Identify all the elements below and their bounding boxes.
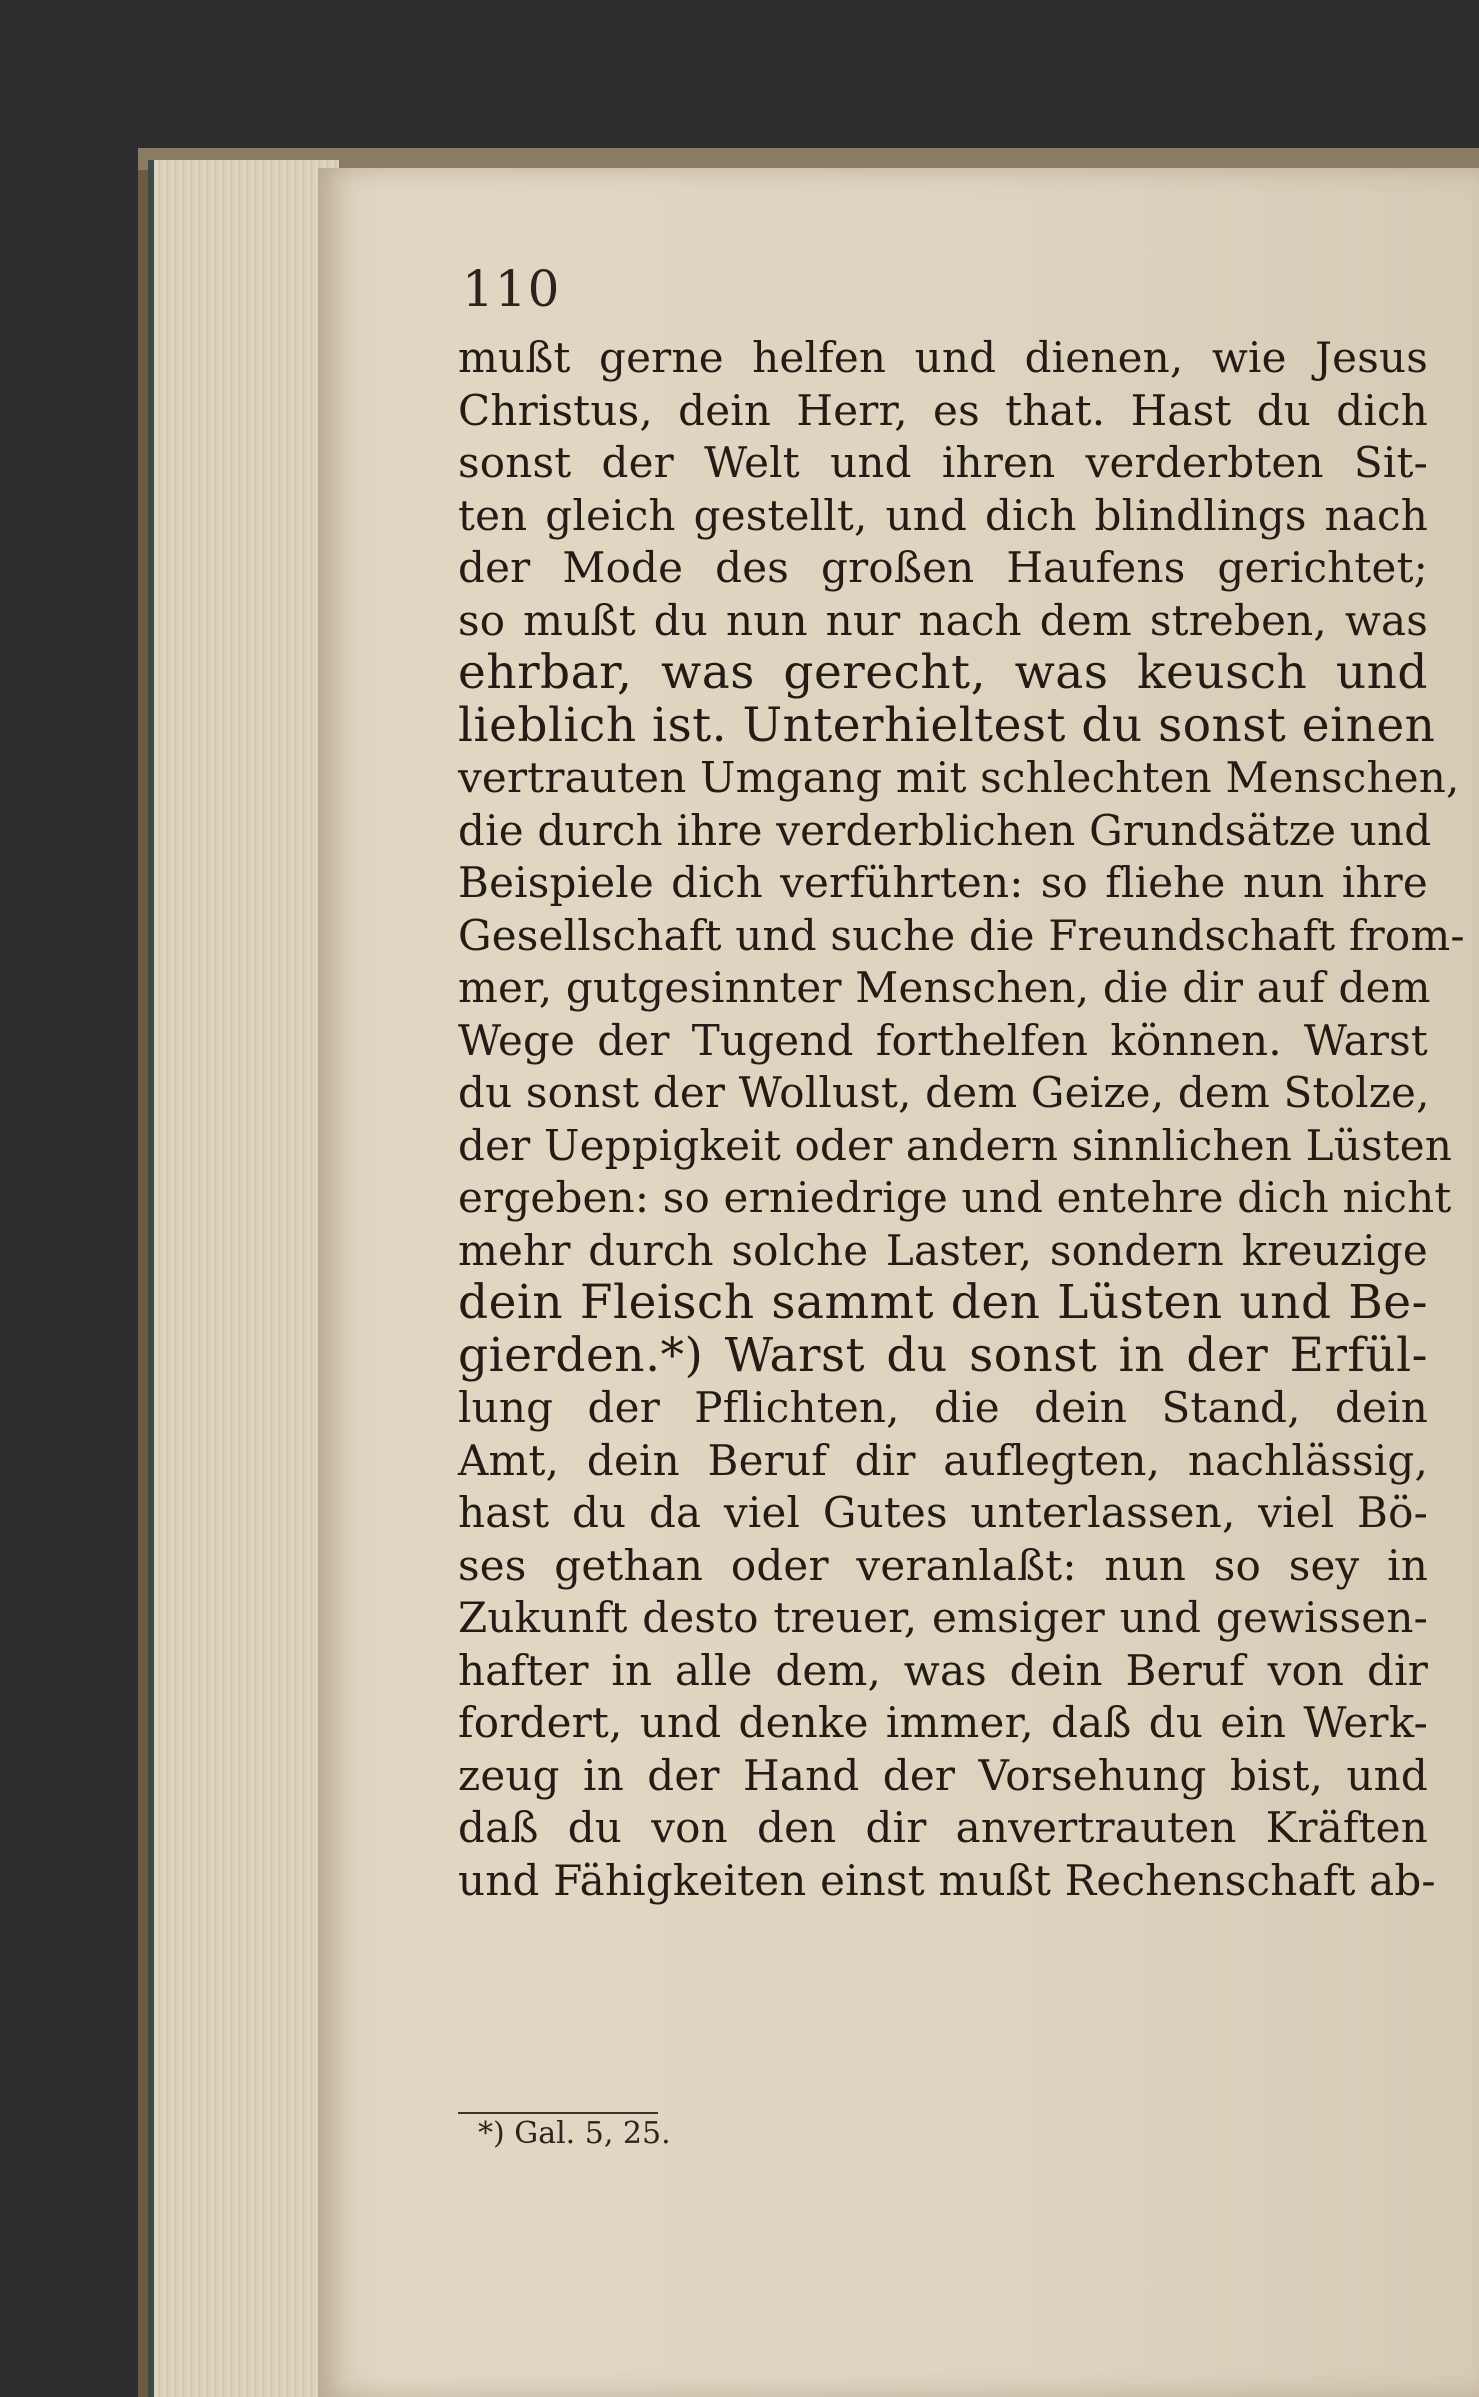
text-line: Wege der Tugend forthelfen können. Warst: [458, 1015, 1428, 1065]
text-line: so mußt du nun nur nach dem streben, was: [458, 595, 1428, 645]
text-line: mer, gutgesinnter Menschen, die dir auf dem: [458, 963, 1431, 1012]
text-line: daß du von den dir anvertrauten Kräften: [458, 1803, 1428, 1852]
text-line: dein Fleisch sammt den Lüsten und Be-: [458, 1275, 1428, 1330]
body-text: [458, 332, 1465, 1907]
text-line: der Ueppigkeit oder andern sinnlichen Lüsten: [458, 1120, 1453, 1170]
footnote: *) Gal. 5, 25.: [478, 2116, 671, 2151]
page-stack-edge: [148, 160, 339, 2397]
text-line: ehrbar, was gerecht, was keusch und: [458, 645, 1428, 700]
text-line: vertrauten Umgang mit schlechten Menschen,: [458, 753, 1460, 802]
footnote-divider: [458, 2112, 658, 2114]
text-line: und Fähigkeiten einst mußt Rechenschaft ab-: [458, 1855, 1436, 1905]
text-line: mehr durch solche Laster, sondern kreuzige: [458, 1225, 1428, 1275]
text-line: ses gethan oder veranlaßt: nun so sey in: [458, 1540, 1428, 1590]
text-line: Amt, dein Beruf dir auflegten, nachlässig,: [458, 1435, 1428, 1485]
text-line: lieblich ist. Unterhieltest du sonst einen: [458, 697, 1436, 753]
text-line: sonst der Welt und ihren verderbten Sit-: [458, 438, 1428, 487]
text-line: die durch ihre verderblichen Grundsätze und: [458, 805, 1432, 855]
book-top-edge: [138, 148, 1479, 170]
text-line: hafter in alle dem, was dein Beruf von dir: [458, 1645, 1428, 1695]
text-line: Gesellschaft und suche die Freundschaft from-: [458, 910, 1465, 960]
text-line: Zukunft desto treuer, emsiger und gewissen-: [458, 1593, 1428, 1642]
text-line: mußt gerne helfen und dienen, wie Jesus: [458, 333, 1428, 382]
text-line: fordert, und denke immer, daß du ein Werk-: [458, 1698, 1428, 1747]
text-line: lung der Pflichten, die dein Stand, dein: [458, 1383, 1428, 1432]
text-line: ten gleich gestellt, und dich blindlings nach: [458, 490, 1428, 540]
text-line: du sonst der Wollust, dem Geize, dem Stolze,: [458, 1068, 1430, 1117]
text-line: gierden.*) Warst du sonst in der Erfül-: [458, 1327, 1428, 1383]
text-line: der Mode des großen Haufens gerichtet;: [458, 543, 1428, 592]
text-line: Beispiele dich verführten: so fliehe nun ihre: [458, 858, 1428, 907]
text-line: Christus, dein Herr, es that. Hast du dich: [458, 385, 1428, 435]
page-number: 110: [462, 260, 561, 318]
text-line: hast du da viel Gutes unterlassen, viel Bö-: [458, 1488, 1428, 1537]
text-line: zeug in der Hand der Vorsehung bist, und: [458, 1750, 1428, 1800]
text-line: ergeben: so erniedrige und entehre dich nicht: [458, 1173, 1452, 1222]
